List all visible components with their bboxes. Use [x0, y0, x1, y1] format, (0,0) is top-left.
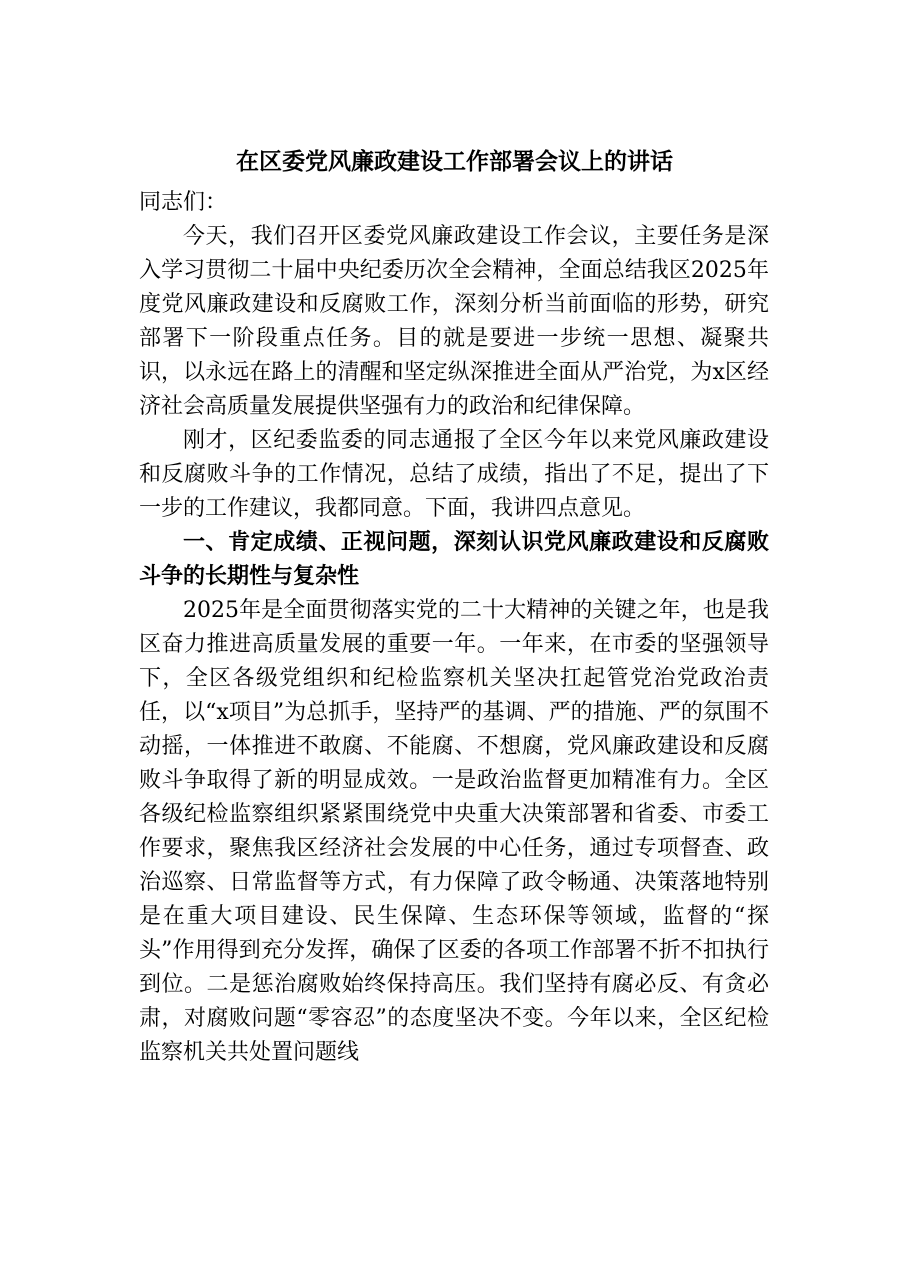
section-paragraph: 2025年是全面贯彻落实党的二十大精神的关键之年，也是我区奋力推进高质量发展的重要一年。一年来，在市委的坚强领导下，全区各级党组织和纪检监察机关坚决扛起管党治党政治责任，以“x项目”为总抓手，坚持严的基调、严的措施、严的氛围不动摇，一体推进不敢腐、不能腐、不想腐，党风廉政建设和反腐败斗争取得了新的明显成效。一是政治监督更加精准有力。全区各级纪检监察组织紧紧围绕党中央重大决策部署和省委、市委工作要求，聚焦我区经济社会发展的中心任务，通过专项督查、政治巡察、日常监督等方式，有力保障了政令畅通、决策落地特别是在重大项目建设、民生保障、生态环保等领域，监督的“探头”作用得到充分发挥，确保了区委的各项工作部署不折不扣执行到位。二是惩治腐败始终保持高压。我们坚持有腐必反、有贪必肃，对腐败问题“零容忍”的态度坚决不变。今年以来，全区纪检监察机关共处置问题线 — [139, 598, 769, 1065]
salutation: 同志们： — [139, 190, 228, 215]
document-title: 在区委党风廉政建设工作部署会议上的讲话 — [236, 148, 673, 175]
section-heading: 一、肯定成绩、正视问题，深刻认识党风廉政建设和反腐败斗争的长期性与复杂性 — [139, 530, 769, 589]
document-body — [139, 186, 769, 1070]
paragraph-opening: 今天，我们召开区委党风廉政建设工作会议，主要任务是深入学习贯彻二十届中央纪委历次全会精神，全面总结我区2025年度党风廉政建设和反腐败工作，深刻分析当前面临的形势，研究部署下一阶段重点任务。目的就是要进一步统一思想、凝聚共识，以永远在路上的清醒和坚定纵深推进全面从严治党，为x区经济社会高质量发展提供坚强有力的政治和纪律保障。 — [139, 224, 769, 419]
paragraph-response: 刚才，区纪委监委的同志通报了全区今年以来党风廉政建设和反腐败斗争的工作情况，总结了成绩，指出了不足，提出了下一步的工作建议，我都同意。下面，我讲四点意见。 — [139, 428, 769, 521]
